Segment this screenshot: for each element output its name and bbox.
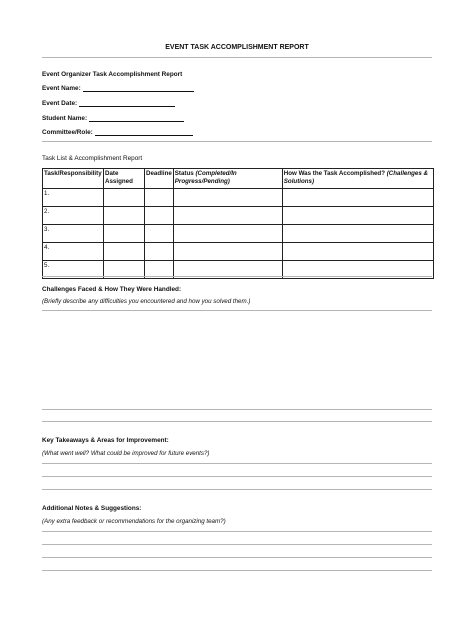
event-name-blank[interactable] (83, 85, 194, 92)
row-number: 2. (43, 207, 104, 225)
table-cell[interactable] (282, 189, 433, 207)
table-row (43, 189, 434, 207)
table-cell[interactable] (173, 225, 282, 243)
table-cell[interactable] (145, 225, 174, 243)
col-header-deadline: Deadline (145, 169, 174, 189)
takeaways-heading: Key Takeaways & Areas for Improvement: (42, 437, 169, 444)
col-header-how: How Was the Task Accomplished? (Challenges & Solutions) (282, 169, 433, 189)
table-row (43, 243, 434, 261)
event-date-label: Event Date: (42, 100, 78, 107)
fields-divider (42, 141, 432, 142)
table-cell[interactable] (282, 243, 433, 261)
event-date-blank[interactable] (79, 100, 175, 107)
table-cell[interactable] (173, 207, 282, 225)
table-cell[interactable] (282, 225, 433, 243)
takeaways-prompt: (What went well? What could be improved for future events?) (42, 450, 210, 457)
table-cell[interactable] (145, 243, 174, 261)
table-row (43, 207, 434, 225)
student-name-blank[interactable] (89, 115, 184, 122)
notes-answer-line[interactable] (42, 544, 432, 545)
challenges-prompt: (Briefly describe any difficulties you encountered and how you solved them.) (42, 298, 251, 305)
form-subtitle: Event Organizer Task Accomplishment Report (42, 71, 183, 78)
event-name-field[interactable] (42, 85, 194, 92)
challenges-answer-line[interactable] (42, 409, 432, 410)
table-divider (42, 276, 432, 277)
table-cell[interactable] (145, 207, 174, 225)
table-cell[interactable] (104, 207, 145, 225)
table-row (43, 225, 434, 243)
committee-role-field[interactable] (42, 129, 193, 136)
title-divider (42, 57, 432, 58)
event-date-field[interactable] (42, 100, 175, 107)
task-section-heading: Task List & Accomplishment Report (42, 155, 143, 162)
takeaways-answer-line[interactable] (42, 489, 432, 490)
notes-answer-line[interactable] (42, 531, 432, 532)
table-cell[interactable] (104, 225, 145, 243)
challenges-answer-line[interactable] (42, 421, 432, 422)
col-header-date-assigned: Date Assigned (104, 169, 145, 189)
task-table (42, 168, 434, 279)
table-cell[interactable] (173, 243, 282, 261)
committee-role-blank[interactable] (95, 129, 193, 136)
table-cell[interactable] (173, 189, 282, 207)
committee-role-label: Committee/Role: (42, 129, 93, 136)
row-number: 1. (43, 189, 104, 207)
table-cell[interactable] (282, 207, 433, 225)
event-name-label: Event Name: (42, 85, 81, 92)
task-table-header (43, 169, 434, 189)
row-number: 4. (43, 243, 104, 261)
table-cell[interactable] (104, 189, 145, 207)
takeaways-answer-line[interactable] (42, 463, 432, 464)
col-header-task: Task/Responsibility (43, 169, 104, 189)
document-title: EVENT TASK ACCOMPLISHMENT REPORT (165, 44, 309, 51)
col-header-status: Status (Completed/In Progress/Pending) (173, 169, 282, 189)
notes-answer-line[interactable] (42, 570, 432, 571)
student-name-field[interactable] (42, 115, 184, 122)
notes-prompt: (Any extra feedback or recommendations for the organizing team?) (42, 518, 226, 525)
notes-answer-line[interactable] (42, 557, 432, 558)
table-cell[interactable] (104, 243, 145, 261)
notes-heading: Additional Notes & Suggestions: (42, 505, 142, 512)
row-number: 5. (43, 261, 104, 279)
table-cell[interactable] (145, 189, 174, 207)
row-number: 3. (43, 225, 104, 243)
student-name-label: Student Name: (42, 115, 88, 122)
challenges-top-divider (42, 310, 432, 311)
challenges-heading: Challenges Faced & How They Were Handled: (42, 286, 182, 293)
takeaways-answer-line[interactable] (42, 476, 432, 477)
